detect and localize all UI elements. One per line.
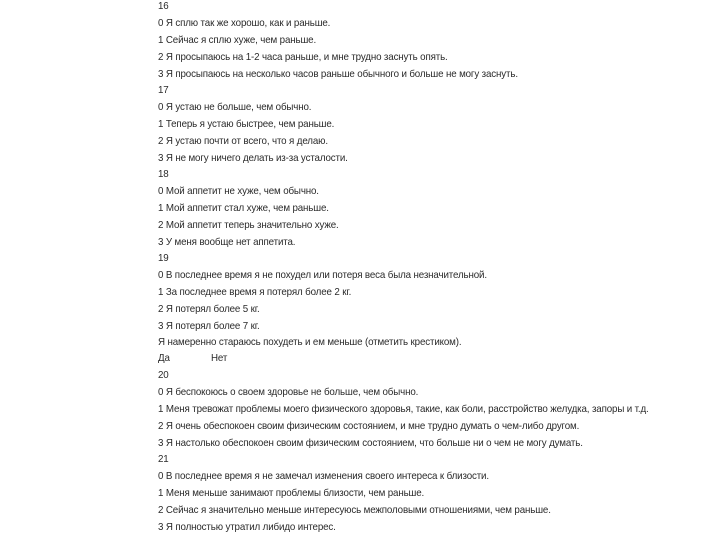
question-19-diet-note: Я намеренно стараюсь похудеть и ем меньше (отметить крестиком). — [158, 336, 462, 348]
question-17-option-1: 1 Теперь я устаю быстрее, чем раньше. — [158, 118, 335, 130]
question-18-number: 18 — [158, 168, 169, 180]
question-21-option-3: 3 Я полностью утратил либидо интерес. — [158, 521, 336, 533]
question-16-option-0: 0 Я сплю так же хорошо, как и раньше. — [158, 17, 331, 29]
question-20-option-2: 2 Я очень обеспокоен своим физическим состоянием, и мне трудно думать о чем-либо другом. — [158, 420, 580, 432]
question-20-option-3: 3 Я настолько обеспокоен своим физическим состоянием, что больше ни о чем не могу думать. — [158, 437, 583, 449]
question-21-number: 21 — [158, 453, 169, 465]
questionnaire-page — [158, 0, 649, 540]
question-19-option-1: 1 За последнее время я потерял более 2 кг. — [158, 286, 352, 298]
question-21-option-2: 2 Сейчас я значительно меньше интересуюсь межполовыми отношениями, чем раньше. — [158, 504, 551, 516]
question-19-option-2: 2 Я потерял более 5 кг. — [158, 303, 260, 315]
question-18-option-2: 2 Мой аппетит теперь значительно хуже. — [158, 219, 339, 231]
question-17-number: 17 — [158, 84, 169, 96]
question-16-option-2: 2 Я просыпаюсь на 1-2 часа раньше, и мне трудно заснуть опять. — [158, 51, 448, 63]
question-20-option-0: 0 Я беспокоюсь о своем здоровье не больше, чем обычно. — [158, 386, 419, 398]
question-19-option-3: 3 Я потерял более 7 кг. — [158, 320, 260, 332]
question-16-number: 16 — [158, 0, 169, 12]
question-17-option-0: 0 Я устаю не больше, чем обычно. — [158, 101, 312, 113]
question-20-number: 20 — [158, 369, 169, 381]
question-21-option-0: 0 В последнее время я не замечал изменения своего интереса к близости. — [158, 470, 489, 482]
question-19-option-0: 0 В последнее время я не похудел или потеря веса была незначительной. — [158, 269, 487, 281]
question-21-option-1: 1 Меня меньше занимают проблемы близости, чем раньше. — [158, 487, 425, 499]
question-17-option-3: 3 Я не могу ничего делать из-за усталости. — [158, 152, 348, 164]
question-17-option-2: 2 Я устаю почти от всего, что я делаю. — [158, 135, 328, 147]
question-16-option-1: 1 Сейчас я сплю хуже, чем раньше. — [158, 34, 317, 46]
question-16-option-3: 3 Я просыпаюсь на несколько часов раньше обычного и больше не могу заснуть. — [158, 68, 518, 80]
question-18-option-0: 0 Мой аппетит не хуже, чем обычно. — [158, 185, 319, 197]
question-19-yes-no: Да Нет — [158, 352, 228, 364]
question-20-option-1: 1 Меня тревожат проблемы моего физического здоровья, такие, как боли, расстройство желудка, запоры и т.д. — [158, 403, 649, 415]
question-18-option-3: 3 У меня вообще нет аппетита. — [158, 236, 296, 248]
question-19-number: 19 — [158, 252, 169, 264]
question-18-option-1: 1 Мой аппетит стал хуже, чем раньше. — [158, 202, 329, 214]
